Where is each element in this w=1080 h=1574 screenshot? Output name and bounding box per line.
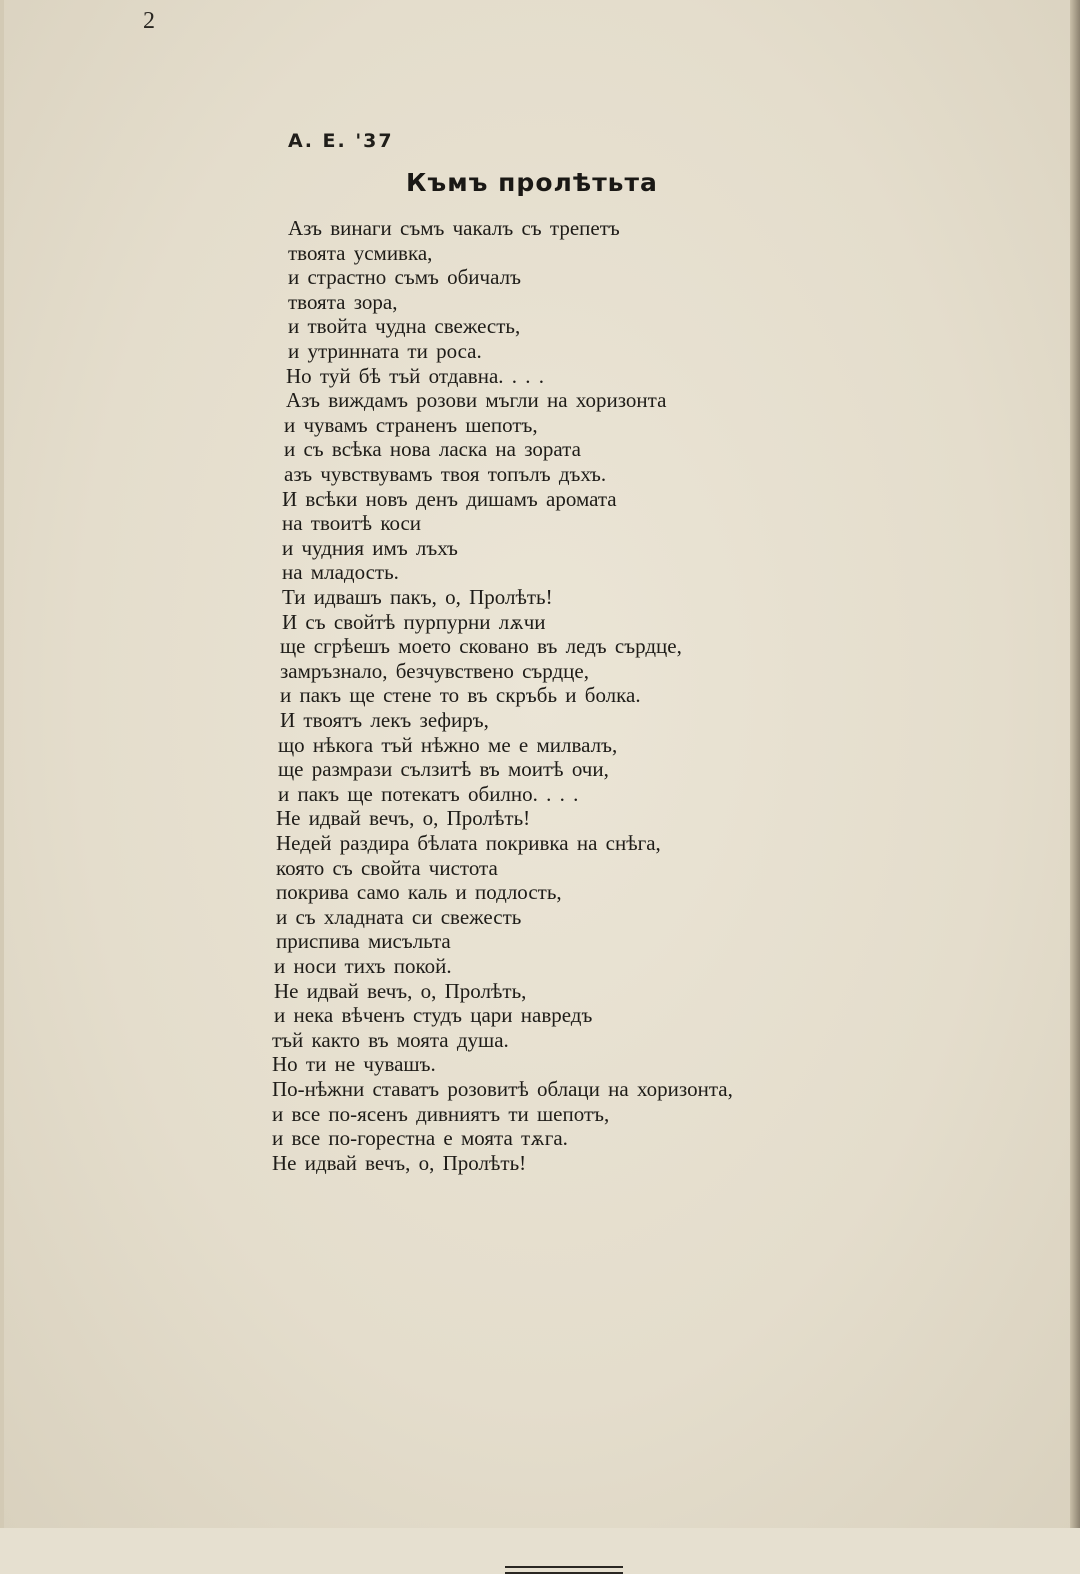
poem-line: азъ чувствувамъ твоя топълъ дъхъ.: [284, 462, 607, 486]
poem-line: и утринната ти роса.: [288, 339, 482, 363]
author-signature: А. Е. '37: [288, 130, 394, 152]
poem-line: и твойта чудна свежесть,: [288, 314, 521, 338]
poem-line: и пакъ ще стене то въ скръбь и болка.: [280, 683, 641, 707]
poem-line: Не идвай вечъ, о, Пролѣть!: [272, 1151, 527, 1175]
poem-line: на твоитѣ коси: [282, 511, 422, 535]
poem-line: приспива мисъльта: [276, 929, 451, 953]
poem-line: що нѣкога тъй нѣжно ме е милвалъ,: [278, 733, 618, 757]
poem-line: твоята усмивка,: [288, 241, 433, 265]
poem-line: Азъ виждамъ розови мъгли на хоризонта: [286, 388, 667, 412]
poem-line: Не идвай вечъ, о, Пролѣть!: [276, 806, 531, 830]
poem-line: и носи тихъ покой.: [274, 954, 452, 978]
poem-line: и пакъ ще потекатъ обилно. . . .: [278, 782, 579, 806]
poem-line: и все по-ясенъ дивниятъ ти шепотъ,: [272, 1102, 610, 1126]
poem-line: покрива само каль и подлость,: [276, 880, 562, 904]
poem-line: Но ти не чувашъ.: [272, 1052, 436, 1076]
poem-line: По-нѣжни ставатъ розовитѣ облаци на хоризонта,: [272, 1077, 733, 1101]
poem-line: която съ свойта чистота: [276, 856, 498, 880]
poem-line: и чувамъ страненъ шепотъ,: [284, 413, 538, 437]
poem-line: Недей раздира бѣлата покривка на снѣга,: [276, 831, 661, 855]
poem-line: и страстно съмъ обичалъ: [288, 265, 521, 289]
poem-title: Къмъ пролѣтьта: [406, 168, 658, 197]
poem-line: И твоятъ лекъ зефиръ,: [280, 708, 489, 732]
separator-rule-top: [505, 1566, 623, 1568]
page-number: 2: [143, 8, 155, 34]
poem-line: Ти идвашъ пакъ, о, Пролѣть!: [282, 585, 553, 609]
page-edge-right: [1070, 0, 1080, 1528]
poem-line: Но туй бѣ тъй отдавна. . . .: [286, 364, 545, 388]
poem-line: на младость.: [282, 560, 399, 584]
poem-line: замръзнало, безчувствено сърдце,: [280, 659, 589, 683]
page-edge-left: [0, 0, 4, 1528]
poem-line: И всѣки новъ денъ дишамъ аромата: [282, 487, 617, 511]
poem-line: тъй както въ моята душа.: [272, 1028, 509, 1052]
poem-line: твоята зора,: [288, 290, 398, 314]
poem-line: и съ хладната си свежесть: [276, 905, 522, 929]
poem-line: ще сгрѣешъ моето сковано въ ледъ сърдце,: [280, 634, 682, 658]
poem-line: ще размрази сълзитѣ въ моитѣ очи,: [278, 757, 609, 781]
poem-line: Азъ винаги съмъ чакалъ съ трепетъ: [288, 216, 620, 240]
poem-line: и чудния имъ лъхъ: [282, 536, 458, 560]
poem-line: и съ всѣка нова ласка на зората: [284, 437, 581, 461]
poem-line: Не идвай вечъ, о, Пролѣть,: [274, 979, 527, 1003]
poem-line: и нека вѣченъ студъ цари навредъ: [274, 1003, 593, 1027]
poem-line: И съ свойтѣ пурпурни лѫчи: [282, 610, 546, 634]
poem-line: и все по-горестна е моята тѫга.: [272, 1126, 568, 1150]
